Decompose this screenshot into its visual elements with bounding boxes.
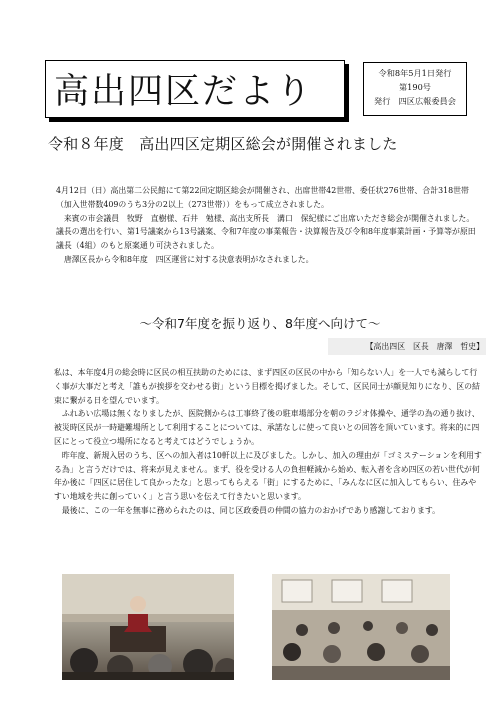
podium-speech-illustration [62,574,234,680]
report-paragraph: 唐澤区長から令和8年度 四区運営に対する決意表明がなされました。 [63,254,314,264]
report-paragraph: 来賓の市会議員 牧野 直樹様、石井 勉様、高出支所長 溝口 保紀様にご出席いただき総会が開催されました。 [63,213,475,223]
message-paragraph: 私は、本年度4月の総会時に区民の相互扶助のためには、まず四区の区民の中から「知らない人」を一人でも減らして行く事が大事だと考え「誰もが挨拶を交わせる街」という目標を掲げました。そして、区民同士が顔見知りになり、区の結束に繋がる日を望んでいます。 [54,368,480,405]
article-headline: 令和８年度 高出四区定期区総会が開催されました [48,135,398,153]
meeting-audience-illustration [272,574,450,680]
author-label: 【高出四区 区長 唐澤 哲史】 [328,338,486,355]
message-paragraph: 最後に、この一年を無事に務められたのは、同じ区政委員の仲間の協力のおかげであり感謝しております。 [61,505,441,515]
masthead [45,60,345,118]
issue-number: 第190号 [398,82,431,92]
report-paragraph: 議長の選出を行い、第1号議案から13号議案、令和7年度の事業報告・決算報告及び令和8年度事業計画・予算等が原田議長（4組）のもと原案通り可決されました。 [56,227,476,251]
chairman-message [54,366,484,518]
message-paragraph: 昨年度、新規入居のうち、区への加入者は10軒以上に及びました。しかし、加入の理由が「ゴミステーションを利用する為」と言うだけでは、将来が見えません。まず、役を受ける人の負担軽減から始め、転入者を含め四区の若い世代が何年か後に「四区に居住して良かったな」と思ってもらえる「街」にするために、「みんなに区に加入してもらい、住みやすい地域を共に創っていく」と言う思いを伝えて行きたいと思います。 [54,450,482,502]
report-paragraph: 4月12日（日）高出第二公民館にて第22回定期区総会が開催され、出席世帯42世帯、委任状276世帯、合計318世帯（加入世帯数409のうち3分の2以上（273世帯））をもって成立されました。 [56,186,469,209]
section-subtitle: ～令和7年度を振り返り、8年度へ向けて～ [139,316,381,331]
message-paragraph: ふれあい広場は無くなりましたが、医院側からは工事終了後の駐車場部分を朝のラジオ体操や、通学の為の通り抜け、被災時区民が一時避難場所として利用することについては、承諾なしに使って良いとの回答を頂いています。将来的に四区にとって役立つ場所になると考えてはどうでしょうか。 [54,409,480,446]
meeting-audience-photo [272,574,450,680]
issue-publisher: 発行 四区広報委員会 [374,96,456,106]
issue-info-box [363,62,467,116]
meeting-report [56,184,476,267]
issue-date: 令和8年5月1日発行 [378,68,452,78]
podium-speech-photo [62,574,234,680]
newsletter-title: 高出四区だより [54,72,314,112]
